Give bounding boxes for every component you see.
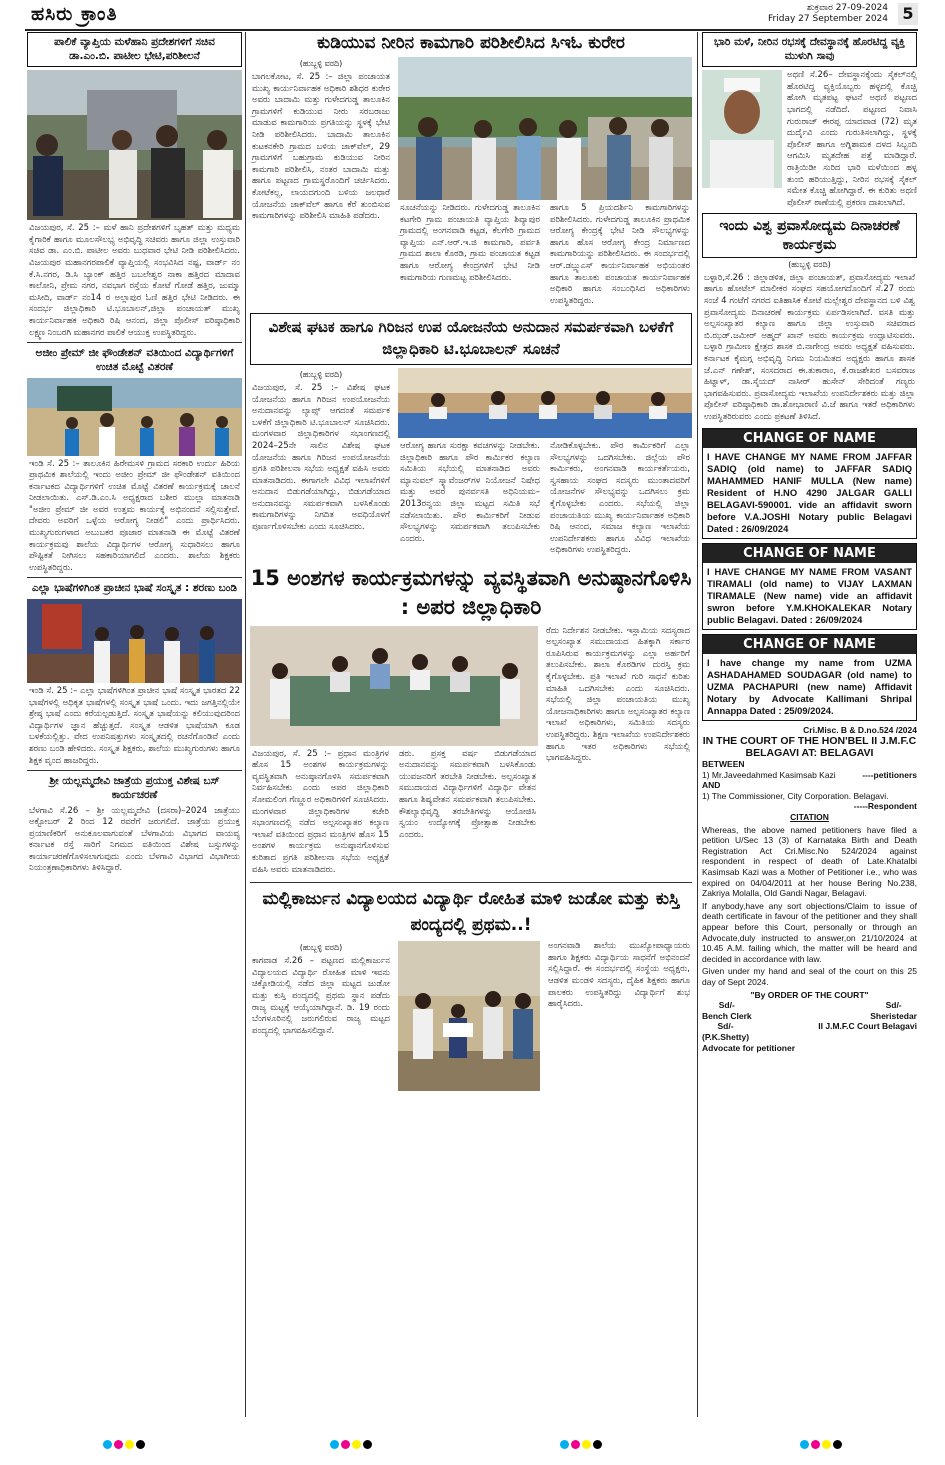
court-name: II J.M.F.C Court Belagavi [818, 1021, 917, 1032]
page-number: 5 [898, 3, 918, 25]
column-center [250, 32, 692, 1417]
sheristedar: Sheristedar [870, 1010, 917, 1021]
petitioner-name: 1) Mr.Javeedahmed Kasimsab Kazi [702, 769, 836, 780]
headline-15-point-programme: 15 ಅಂಶಗಳ ಕಾರ್ಯಕ್ರಮಗಳನ್ನು ವ್ಯವಸ್ಥಿತವಾಗಿ ಅನುಷ್ಠಾನಗೊಳಿಸಿ : ಅಪರ ಜಿಲ್ಲಾಧಿಕಾರಿ [250, 565, 692, 620]
article-yellamma-bus: ಬೆಳಗಾವಿ ಸೆ.26 – ಶ್ರೀ ಯಲ್ಲಮ್ಮದೇವಿ (ದಸರಾ)–2024 ಜಾತ್ರೆಯು ಅಕ್ಟೋಬರ್ 2 ರಿಂದ 12 ರವರೆಗೆ ಜರುಗಲಿದೆ. ಜಾತ್ರೆಯ ಪ್ರಯುಕ್ತ ಪ್ರಯಾಣಿಕರಿಗೆ ಅನುಕೂಲವಾಗುವಂತೆ ಬೆಳಗಾವಿಯ ವಿಭಾಗದ ವಾಯವ್ಯ ಕರ್ನಾಟಕ ರಸ್ತೆ ಸಾರಿಗೆ ನಿಗಮದ ವತಿಯಿಂದ ವಿಶೇಷ ಬಸ್ಸುಗಳನ್ನು ಕಾರ್ಯಾಚರಣೆಗೊಳಿಸಲಾಗುವುದು ಎಂದು ಬೆಳಗಾವಿ ವಿಭಾಗದ ವಿಭಾಗೀಯ ನಿಯಂತ್ರಣಾಧಿಕಾರಿಗಳು ತಿಳಿಸಿದ್ದಾರೆ. [29, 805, 240, 874]
story-special-component [250, 368, 692, 560]
court-between: BETWEEN [702, 759, 745, 770]
signatures-row-1 [702, 1000, 917, 1021]
headline-sanskrit-language: ಎಲ್ಲಾ ಭಾಷೆಗಳಿಗಿಂತ ಪ್ರಾಚೀನ ಭಾಷೆ ಸಂಸ್ಕೃತ : ಶರಣು ಬಂಡಿ [27, 577, 242, 596]
court-title: IN THE COURT OF THE HON'BEL II J.M.F.C BELAGAVI AT: BELAGAVI [702, 735, 917, 760]
article-rohit-mali-part2: ಅಂಗನವಾಡಿ ಶಾಲೆಯ ಮುಖ್ಯೋಪಾಧ್ಯಾಯರು ಹಾಗೂ ಶಿಕ್ಷಕರು ವಿದ್ಯಾರ್ಥಿಯ ಸಾಧನೆಗೆ ಅಭಿನಂದನೆ ಸಲ್ಲಿಸಿದ್ದಾರೆ. ಈ ಸಂದರ್ಭದಲ್ಲಿ ಸಂಸ್ಥೆಯ ಅಧ್ಯಕ್ಷರು, ಆಡಳಿತ ಮಂಡಳಿ ಸದಸ್ಯರು, ದೈಹಿಕ ಶಿಕ್ಷಕರು ಹಾಗೂ ಪಾಲಕರು ಉಪಸ್ಥಿತರಿದ್ದು ವಿದ್ಯಾರ್ಥಿಗೆ ಶುಭ ಹಾರೈಸಿದರು. [548, 941, 690, 1010]
article-man-drowned: ಅಥಣಿ ಸೆ.26– ದೇವಸ್ಥಾನಕ್ಕೆಂದು ಸೈಕಲ್‌ನಲ್ಲಿ ಹೊರಟಿದ್ದ ವ್ಯಕ್ತಿಯೊಬ್ಬರು ಹಳ್ಳದಲ್ಲಿ ಕೊಚ್ಚಿ ಹೋಗಿ ಮೃತಪಟ್ಟ ಘಟನೆ ಅಥಣಿ ಪಟ್ಟಣದ ಭಾಗದಲ್ಲಿ ನಡೆದಿದೆ. ಪಟ್ಟಣದ ನಿವಾಸಿ ಗುರುರಾಜ್ ಈರಪ್ಪ ಯಾದವಾಡ (72) ಮೃತ ದುರ್ದೈವಿ ಎಂದು ಗುರುತಿಸಲಾಗಿದ್ದು, ಸ್ಥಳಕ್ಕೆ ಪೊಲೀಸ್ ಹಾಗೂ ಅಗ್ನಿಶಾಮಕ ದಳದ ಸಿಬ್ಬಂದಿ ಆಗಮಿಸಿ ಮೃತದೇಹ ಪತ್ತೆ ಮಾಡಿದ್ದಾರೆ. ರಾತ್ರಿಯಿಡೀ ಸುರಿದ ಭಾರಿ ಮಳೆಯಿಂದ ಹಳ್ಳ ತುಂಬಿ ಹರಿಯುತ್ತಿದ್ದು, ನೀರಿನ ರಭಸಕ್ಕೆ ಸೈಕಲ್ ಸಮೇತ ಕೊಚ್ಚಿ ಹೋಗಿದ್ದಾರೆ. ಈ ಕುರಿತು ಅಥಣಿ ಪೊಲೀಸ್ ಠಾಣೆಯಲ್ಲಿ ಪ್ರಕರಣ ದಾಖಲಾಗಿದೆ. [787, 70, 917, 208]
headline-yellamma-bus: ಶ್ರೀ ಯಲ್ಲಮ್ಮದೇವಿ ಜಾತ್ರೆಯ ಪ್ರಯುಕ್ತ ವಿಶೇಷ ಬಸ್ ಕಾರ್ಯಚರಣೆ [27, 770, 242, 802]
byline: (ಹುಬ್ಬಳ್ಳಿ ವರದಿ) [299, 943, 343, 953]
photo-adc-meeting [250, 626, 538, 746]
court-order: "By ORDER OF THE COURT" [750, 989, 869, 1000]
article-15-point-part1: ವಿಜಯಪುರ, ಸೆ. 25 :– ಪ್ರಧಾನ ಮಂತ್ರಿಗಳ ಹೊಸ 15 ಅಂಶಗಳ ಕಾರ್ಯಕ್ರಮಗಳನ್ನು ವ್ಯವಸ್ಥಿತವಾಗಿ ಅನುಷ್ಠಾನಗೊಳಿಸಿ ಸಮರ್ಪಕವಾಗಿ ನಿರ್ವಹಿಸಬೇಕು ಎಂದು ಅಪರ ಜಿಲ್ಲಾಧಿಕಾರಿ ಸೋಮಲಿಂಗ ಗೆಣ್ಣೂರ ಅಧಿಕಾರಿಗಳಿಗೆ ಸೂಚಿಸಿದರು. ಮಂಗಳವಾರ ಜಿಲ್ಲಾಧಿಕಾರಿಗಳ ಕಚೇರಿ ಸಭಾಂಗಣದಲ್ಲಿ ನಡೆದ ಅಲ್ಪಸಂಖ್ಯಾತರ ಕಲ್ಯಾಣ ಇಲಾಖೆ ವತಿಯಿಂದ ಪ್ರಧಾನ ಮಂತ್ರಿಗಳ ಹೊಸ 15 ಅಂಶಗಳ ಕಾರ್ಯಕ್ರಮ ಅನುಷ್ಠಾನಗೊಳಿಸುವ ಕುರಿತಾದ ಪ್ರಗತಿ ಪರಿಶೀಲನಾ ಸಭೆಯ ಅಧ್ಯಕ್ಷತೆ ವಹಿಸಿ ಅವರು ಮಾತನಾಡಿದರು. [252, 748, 389, 875]
article-special-component-part3: ನೋಡಿಕೊಳ್ಳಬೇಕು. ಪೌರ ಕಾರ್ಮಿಕರಿಗೆ ಎಲ್ಲಾ ಸೌಲಭ್ಯಗಳನ್ನು ಒದಗಿಸಬೇಕು. ಜಿಲ್ಲೆಯ ಪೌರ ಕಾರ್ಮಿಕರು, ಅಂಗನವಾಡಿ ಕಾರ್ಯಕರ್ತೆಯರು, ಸ್ವಸಹಾಯ ಸಂಘದ ಸದಸ್ಯರು ಮುಂತಾದವರಿಗೆ ಯೋಜನೆಗಳ ಸೌಲಭ್ಯವನ್ನು ಒದಗಿಸಲು ಕ್ರಮ ಕೈಗೊಳ್ಳಬೇಕು ಎಂದರು. ಸಭೆಯಲ್ಲಿ ಜಿಲ್ಲಾ ಪಂಚಾಯತಿಯ ಮುಖ್ಯ ಕಾರ್ಯನಿರ್ವಾಹಕ ಅಧಿಕಾರಿ ರಿಷಿ ಆನಂದ, ಸಮಾಜ ಕಲ್ಯಾಣ ಇಲಾಖೆಯ ಉಪನಿರ್ದೇಶಕರು ಹಾಗೂ ವಿವಿಧ ಇಲಾಖೆಯ ಅಧಿಕಾರಿಗಳು ಉಪಸ್ಥಿತರಿದ್ದರು. [550, 440, 690, 556]
photo-dc-meeting [398, 368, 692, 438]
masthead-dates [768, 3, 888, 25]
change-of-name-notice-1 [702, 428, 917, 539]
notice-header: CHANGE OF NAME [703, 429, 916, 448]
citation-body-3: Given under my hand and seal of the court on this 25 day of Sept 2024. [702, 966, 917, 987]
byline: (ಹುಬ್ಬಳ್ಳಿ ವರದಿ) [299, 369, 343, 379]
column-rule [697, 32, 698, 1417]
registration-marks [103, 1440, 145, 1450]
column-left [27, 32, 242, 1417]
photo-minister-visit [27, 70, 242, 220]
masthead [25, 2, 918, 31]
photo-deceased [702, 70, 782, 188]
photo-sanskrit-event [27, 599, 242, 683]
column-right [702, 32, 917, 1417]
court-and: AND [702, 780, 721, 791]
story-15-point-programme [250, 626, 692, 880]
notice-body: I HAVE CHANGE MY NAME FROM JAFFAR SADIQ (old name) to JAFFAR SADIQ MAHAMMED HANIF MULLA (New name) Resident of H.NO 4290 JALGAR GALLI BELAGAVI-590001. vide an affidavit sworn before V.A.JOSHI Notary public Belagavi Dated : 26/09/2024 [707, 450, 912, 534]
article-special-component-part1: ವಿಜಯಪುರ, ಸೆ. 25 :– ವಿಶೇಷ ಘಟಕ ಯೋಜನೆಯ ಹಾಗೂ ಗಿರಿಜನ ಉಪಯೋಜನೆಯ ಅನುದಾನವನ್ನು ಲ್ಯಾಪ್ಸ್ ಆಗದಂತೆ ಸಮರ್ಪಕ ಬಳಕೆಗೆ ಜಿಲ್ಲಾಧಿಕಾರಿ ಟಿ.ಭೂಬಾಲನ್ ಸೂಚಿಸಿದರು. ಮಂಗಳವಾರ ಜಿಲ್ಲಾಧಿಕಾರಿಗಳ ಸಭಾಂಗಣದಲ್ಲಿ 2024–25ನೇ ಸಾಲಿನ ವಿಶೇಷ ಘಟಕ ಯೋಜನೆಯ ಹಾಗೂ ಗಿರಿಜನ ಉಪಯೋಜನೆಯ ಪ್ರಗತಿ ಪರಿಶೀಲನಾ ಸಭೆಯ ಅಧ್ಯಕ್ಷತೆ ವಹಿಸಿ ಅವರು ಮಾತನಾಡಿದರು. ಈಗಾಗಲೇ ವಿವಿಧ ಇಲಾಖೆಗಳಿಗೆ ಅನುದಾನ ಬಿಡುಗಡೆಯಾಗಿದ್ದು, ಬಿಡುಗಡೆಯಾದ ಅನುದಾನವನ್ನು ಸಮರ್ಪಕವಾಗಿ ಬಳಸಿಕೊಂಡು ಕಾಮಗಾರಿಗಳನ್ನು ನಿಗದಿತ ಅವಧಿಯೊಳಗೆ ಪೂರ್ಣಗೊಳಿಸಬೇಕು ಎಂದು ಸೂಚಿಸಿದರು. [252, 382, 390, 533]
headline-world-tourism-day: ಇಂದು ವಿಶ್ವ ಪ್ರವಾಸೋದ್ಯಮ ದಿನಾಚರಣೆ ಕಾರ್ಯಕ್ರಮ [702, 213, 917, 257]
article-ceo-kurera-part1: ಬಾಗಲಕೋಟ, ಸೆ. 25 :– ಜಿಲ್ಲಾ ಪಂಚಾಯತ ಮುಖ್ಯ ಕಾರ್ಯನಿರ್ವಾಹಕ ಅಧಿಕಾರಿ ಶಶಿಧರ ಕುರೇರ ಅವರು ಬಾದಾಮಿ ಮತ್ತು ಗುಳೇದಗುಡ್ಡ ತಾಲೂಕಿನ ಗ್ರಾಮಗಳಿಗೆ ಕುಡಿಯುವ ನೀರು ಸರಬರಾಜು ಮಾಡುವ ಕಾಮಗಾರಿಯ ಪ್ರಗತಿಯನ್ನು ಸ್ಥಳಕ್ಕೆ ಭೇಟಿ ನೀಡಿ ಪರಿಶೀಲಿಸಿದರು. ಬಾದಾಮಿ ತಾಲೂಕಿನ ಕುಟಕನಕೇರಿ ಗ್ರಾಮದ ಬಳಿಯ ಜಾಕ್‌ವೆಲ್, 29 ಗ್ರಾಮಗಳಿಗೆ ಬಹುಗ್ರಾಮ ಕುಡಿಯುವ ನೀರಿನ ಕಾಮಗಾರಿ ಪರಿಶೀಲಿಸಿ, ನಂತರ ಬಾದಾಮಿ ಮತ್ತು ಹಾಗೂ ಪಟ್ಟಣದ ಗ್ರಾಮಸ್ಥರೊಂದಿಗೆ ಚರ್ಚಿಸಿದರು. ಕೋಟೆಕಲ್ಲ, ಲಾಯದಗುಂದಿ ಬಳಿಯ ಜಲಧಾರೆ ಯೋಜನೆಯ ಜಾಕ್‌ವೆಲ್ ಹಾಗೂ ಕೆರೆ ತುಂಬಿಸುವ ಕಾಮಗಾರಿಗಳನ್ನು ಪರಿಶೀಲಿಸಿ ಮಾಹಿತಿ ಪಡೆದರು. [252, 72, 390, 222]
article-ceo-kurera-part3: ಹಾಗೂ 5 ಪ್ರಿಯದರ್ಶಿನಿ ಕಾಮಗಾರಿಗಳನ್ನು ಪರಿಶೀಲಿಸಿದರು. ಗುಳೇದಗುಡ್ಡ ತಾಲೂಕಿನ ಪ್ರಾಥಮಿಕ ಆರೋಗ್ಯ ಕೇಂದ್ರಕ್ಕೆ ಭೇಟಿ ನೀಡಿ ಸೌಲಭ್ಯಗಳನ್ನು ಹಾಗೂ ಹೊಸ ಆರೋಗ್ಯ ಕೇಂದ್ರ ನಿರ್ಮಾಣದ ಕಾಮಗಾರಿಯನ್ನು ಪರಿಶೀಲಿಸಿದರು. ಈ ಸಂದರ್ಭದಲ್ಲಿ ಆರ್.ಡಬ್ಲ್ಯುಎಸ್ ಕಾರ್ಯನಿರ್ವಾಹಕ ಅಭಿಯಂತರ ಹಾಗೂ ತಾಲೂಕು ಪಂಚಾಯತ ಕಾರ್ಯನಿರ್ವಾಹಕ ಅಧಿಕಾರಿ ಹಾಗೂ ಸಂಬಂಧಿಸಿದ ಅಧಿಕಾರಿಗಳು ಉಪಸ್ಥಿತರಿದ್ದರು. [550, 203, 690, 306]
citation-body-2: If anybody,have any sort objections/Claim to issue of death certificate in favour of the petitioner and they shall appear before this Court, personally or through an Advocate,duly instructed to answer,on 21/10/2024 at 10.45 A.M. failing which, the matter will be heard and decided in accordance with law. [702, 900, 917, 964]
signature-mark: Sd/- [885, 1000, 902, 1011]
registration-marks [800, 1440, 842, 1450]
article-rohit-mali-part1: ಕಾಗವಾಡ ಸೆ.26 – ಪಟ್ಟಣದ ಮಲ್ಲಿಕಾರ್ಜುನ ವಿದ್ಯಾಲಯದ ವಿದ್ಯಾರ್ಥಿ ರೋಹಿತ ಮಾಳಿ ಇವನು ಚಿಕ್ಕೋಡಿಯಲ್ಲಿ ನಡೆದ ಜಿಲ್ಲಾ ಮಟ್ಟದ ಜುಡೋ ಮತ್ತು ಕುಸ್ತಿ ಪಂದ್ಯದಲ್ಲಿ ಪ್ರಥಮ ಸ್ಥಾನ ಪಡೆದು ರಾಜ್ಯ ಮಟ್ಟಕ್ಕೆ ಆಯ್ಕೆಯಾಗಿದ್ದಾನೆ. ಡಿ. 19 ರಂದು ಬೆಂಗಳೂರಿನಲ್ಲಿ ಜರುಗಲಿರುವ ರಾಜ್ಯ ಮಟ್ಟದ ಪಂದ್ಯದಲ್ಲಿ ಭಾಗವಹಿಸಲಿದ್ದಾನೆ. [252, 956, 390, 1036]
photo-egg-distribution [27, 378, 242, 456]
headline-egg-distribution: ಅಜೀಂ ಪ್ರೇಮ್ ಜೀ ಫೌಂಡೇಶನ್ ವತಿಯಿಂದ ವಿದ್ಯಾರ್ಥಿಗಳಿಗೆ ಉಚಿತ ಮೊಟ್ಟೆ ವಿತರಣೆ [27, 342, 242, 374]
headline-special-component-grant: ವಿಶೇಷ ಘಟಕ ಹಾಗೂ ಗಿರಿಜನ ಉಪ ಯೋಜನೆಯ ಅನುದಾನ ಸಮರ್ಪಕವಾಗಿ ಬಳಕೆಗೆ ಜಿಲ್ಲಾಧಿಕಾರಿ ಟಿ.ಭೂಬಾಲನ್ ಸೂಚನೆ [250, 313, 692, 365]
article-sanskrit-language: ಇಂಡಿ ಸೆ. 25 :– ಎಲ್ಲಾ ಭಾಷೆಗಳಿಗಿಂತ ಪ್ರಾಚೀನ ಭಾಷೆ ಸಂಸ್ಕೃತ ಭಾರತದ 22 ಭಾಷೆಗಳಲ್ಲಿ ಅಧಿಕೃತ ಭಾಷೆಗಳಲ್ಲಿ ಸಂಸ್ಕೃತ ಭಾಷೆ ಒಂದು. ಇದು ಜಗತ್ತಿನಲ್ಲಿಯೇ ಶ್ರೇಷ್ಠ ಭಾಷೆ ಎಂದು ಕರೆಯಲ್ಪಡುತ್ತಿದೆ. ಸಂಸ್ಕೃತ ಭಾಷೆಯನ್ನು ಕಲಿಯುವುದರಿಂದ ವಿದ್ಯಾರ್ಥಿಗಳ ಜ್ಞಾನ ಹೆಚ್ಚುತ್ತದೆ. ಸಂಸ್ಕೃತ ಆಡಳಿತ ಭಾಷೆಯಾಗಿ ಕೂಡ ಬಳಕೆಯಲ್ಲಿತ್ತು. ವೇದ ಉಪನಿಷತ್ತುಗಳು ಸಂಸ್ಕೃತದಲ್ಲಿ ರಚನೆಗೊಂಡಿವೆ ಎಂದು ಶರಣು ಬಂಡಿ ಹೇಳಿದರು. ಸಂಸ್ಕೃತ ಶಿಕ್ಷಕರು, ಶಾಲೆಯ ಮುಖ್ಯಗುರುಗಳು ಹಾಗೂ ಶಿಕ್ಷಕ ವೃಂದ ಹಾಜರಿದ್ದರು. [29, 686, 240, 766]
notice-header: CHANGE OF NAME [703, 635, 916, 654]
respondent-role: -----Respondent [853, 801, 917, 812]
article-egg-distribution: ಇಂಡಿ ಸೆ. 25 :– ತಾಲೂಕಿನ ಹಿರೇಮಸಳಿ ಗ್ರಾಮದ ಸರಕಾರಿ ಉರ್ದು ಹಿರಿಯ ಪ್ರಾಥಮಿಕ ಶಾಲೆಯಲ್ಲಿ ಇಂದು ಅಜೀಂ ಪ್ರೇಮ್ ಜೀ ಫೌಂಡೇಶನ್ ವತಿಯಿಂದ ಕರ್ನಾಟಕದ ವಿದ್ಯಾರ್ಥಿಗಳಿಗೆ ಉಚಿತ ಮೊಟ್ಟೆ ವಿತರಣೆ ಕಾರ್ಯಕ್ರಮಕ್ಕೆ ಚಾಲನೆ ನೀಡಲಾಯಿತು. ಎಸ್.ಡಿ.ಎಂ.ಸಿ ಅಧ್ಯಕ್ಷರಾದ ಬಶೀರ ಮುಲ್ಲಾ ಮಾತನಾಡಿ "ಅಜೀಂ ಪ್ರೇಮ್ ಜೀ ಅವರ ಉತ್ತಮ ಕಾರ್ಯಕ್ಕೆ ಅಭಿನಂದನೆ ಸಲ್ಲಿಸುತ್ತೇವೆ. ದೇವರು ಅವರಿಗೆ ಒಳ್ಳೆಯ ಆರೋಗ್ಯ ನೀಡಲಿ" ಎಂದು ಪ್ರಾರ್ಥಿಸಿದರು. ಮುಖ್ಯಗುರುಗಳಾದ ಅಬುಬಕರ ಪೂಜಾರ ಮಾತನಾಡಿ ಈ ಮೊಟ್ಟೆ ವಿತರಣೆ ಕಾರ್ಯಕ್ರಮವು ಶಾಲೆಯ ವಿದ್ಯಾರ್ಥಿಗಳ ಆರೋಗ್ಯ ಸುಧಾರಿಸಲು ಹಾಗೂ ಪೌಷ್ಟಿಕತೆ ನೀಗಿಸಲು ಸಹಕಾರಿಯಾಗಲಿದೆ ಎಂದರು. ಶಾಲೆಯ ಶಿಕ್ಷಕರು ಉಪಸ್ಥಿತರಿದ್ದರು. [29, 458, 240, 573]
change-of-name-notice-3 [702, 634, 917, 721]
photo-ceo-inspection [398, 57, 692, 200]
story-ceo-kurera [250, 57, 692, 310]
column-rule [245, 32, 246, 1417]
article-ceo-kurera-part2: ಸೂಚನೆಯನ್ನು ನೀಡಿದರು. ಗುಳೇದಗುಡ್ಡ ತಾಲೂಕಿನ ಕಟಗೇರಿ ಗ್ರಾಮ ಪಂಚಾಯತಿ ವ್ಯಾಪ್ತಿಯ ಶಿವ್ಯಾಪುರ ಗ್ರಾಮದಲ್ಲಿ ಅಂಗನವಾಡಿ ಕಟ್ಟಡ, ಕೆಲಗೇರಿ ಗ್ರಾಮದ ವ್ಯಾಪ್ತಿಯ ಎನ್.ಆರ್.ಇ.ಜಿ ಕಾಮಗಾರಿ, ಪರ್ವತಿ ಗ್ರಾಮದ ಶಾಲಾ ಕೊಠಡಿ, ಗ್ರಾಮ ಪಂಚಾಯತ ಕಟ್ಟಡ ಹಾಗೂ ಆರೋಗ್ಯ ಕೇಂದ್ರಗಳಿಗೆ ಭೇಟಿ ನೀಡಿ ಕಾಮಗಾರಿಯ ಗುಣಮಟ್ಟ ಪರಿಶೀಲಿಸಿದರು. [400, 203, 540, 283]
signature-mark: Sd/- [718, 1000, 735, 1011]
registration-marks [560, 1440, 602, 1450]
registration-marks [330, 1440, 372, 1450]
bench-clerk: Bench Clerk [702, 1010, 752, 1021]
article-15-point-part2: ಡರು. ಪ್ರಸಕ್ತ ವರ್ಷ ಬಿಡುಗಡೆಯಾದ ಅನುದಾನವನ್ನು ಸಮರ್ಪಕವಾಗಿ ಬಳಸಿಕೊಂಡು ಯುವಜನರಿಗೆ ತರಬೇತಿ ನೀಡಬೇಕು. ಅಲ್ಪಸಂಖ್ಯಾತ ಸಮುದಾಯದ ವಿದ್ಯಾರ್ಥಿಗಳಿಗೆ ವಿದ್ಯಾರ್ಥಿ ವೇತನ ಹಾಗೂ ಶಿಷ್ಯವೇತನ ಸಮರ್ಪಕವಾಗಿ ತಲುಪಿಸಬೇಕು. ಕೌಶಲ್ಯಾಭಿವೃದ್ಧಿ ತರಬೇತಿಗಳನ್ನು ಆಯೋಜಿಸಿ ಸ್ವಯಂ ಉದ್ಯೋಗಕ್ಕೆ ಪ್ರೋತ್ಸಾಹ ನೀಡಬೇಕು ಎಂದರು. [399, 748, 536, 840]
signature-mark: Sd/- [717, 1021, 734, 1032]
court-citation-notice [702, 725, 917, 1054]
change-of-name-notice-2 [702, 543, 917, 630]
notice-header: CHANGE OF NAME [703, 544, 916, 563]
newspaper-name: ಹಸಿರು ಕ್ರಾಂತಿ [31, 3, 118, 25]
notice-body: I HAVE CHANGE MY NAME FROM VASANT TIRAMALI (old name) to VIJAY LAXMAN TIRAMALE (New name) vide an affidavit swron before Y.M.KHOKALEKAR Notary public Belagavi. Dated : 26/09/2024 [707, 565, 912, 625]
petitioner-role: ----petitioners [862, 769, 917, 780]
advocate-for-petitioner: Advocate for petitioner [702, 1042, 796, 1053]
byline: (ಹುಬ್ಬಳ್ಳಿ ವರದಿ) [299, 59, 343, 69]
photo-rohit-mali [398, 941, 540, 1091]
article-special-component-part2: ಆರೋಗ್ಯ ಹಾಗೂ ಸುರಕ್ಷಾ ಕವಚಗಳನ್ನು ನೀಡಬೇಕು. ಜಿಲ್ಲಾಧಿಕಾರಿ ಹಾಗೂ ಪೌರ ಕಾರ್ಮಿಕರ ಕಲ್ಯಾಣ ಸಮಿತಿಯ ಸಭೆಯಲ್ಲಿ ಮಾತನಾಡಿದ ಅವರು ಮ್ಯಾನುವಲ್ ಸ್ಕ್ಯಾವೆಂಜರ್‌ಗಳ ನಿಯೋಜನೆ ನಿಷೇಧ ಮತ್ತು ಅವರ ಪುನರ್ವಸತಿ ಅಧಿನಿಯಮ–2013ರನ್ವಯ ಜಿಲ್ಲಾ ಮಟ್ಟದ ಸಮಿತಿ ಸಭೆ ನಡೆಸಲಾಯಿತು. ಪೌರ ಕಾರ್ಮಿಕರಿಗೆ ನೀಡುವ ಸೌಲಭ್ಯಗಳನ್ನು ಸಮರ್ಪಕವಾಗಿ ತಲುಪಿಸಬೇಕು ಎಂದರು. [400, 440, 540, 544]
signatures-row-2 [702, 1021, 917, 1042]
citation-body-1: Whereas, the above named petitioners have filed a petition U/Sec 13 (3) of Karnataka Birth and Death Registration Act Cri.Misc.No 524/2024 against respondent in respect of death of Late.Khatalbi Kasimsab Kazi was a Mother of Petitioner i.e., who was expired on 04/04/2011 at her house Bering No.238, Zakriya Molalla, Old Gandi Nagar, Belagavi. [702, 824, 917, 899]
byline: (ಹುಬ್ಬಳ್ಳಿ ವರದಿ) [788, 259, 831, 269]
citation-heading: CITATION [790, 812, 829, 823]
article-mb-patil-visit: ವಿಜಯಪುರ, ಸೆ. 25 :– ಮಳೆ ಹಾನಿ ಪ್ರದೇಶಗಳಿಗೆ ಬೃಹತ್ ಮತ್ತು ಮಧ್ಯಮ ಕೈಗಾರಿಕೆ ಹಾಗೂ ಮೂಲಸೌಲಭ್ಯ ಅಭಿವೃದ್ಧಿ ಸಚಿವರು ಹಾಗೂ ಜಿಲ್ಲಾ ಉಸ್ತುವಾರಿ ಸಚಿವ ಡಾ. ಎಂ.ಬಿ. ಪಾಟೀಲ ಅವರು ಬುಧವಾರ ಭೇಟಿ ನೀಡಿ ಪರಿಶೀಲಿಸಿದರು. ವಿಜಯಪುರ ಮಹಾನಗರಪಾಲಿಕೆ ವ್ಯಾಪ್ತಿಯಲ್ಲಿ ಸಂಭವಿಸಿದ ನಷ್ಟ, ವಾರ್ಡ್ ನಂ ಕೆ.ಸಿ.ನಗರ, ಡಿ.ಸಿ ಬ್ಯಾಂಕ್ ಹತ್ತಿರ ಬಬಲೇಶ್ವರ ನಾಕಾ ಹತ್ತಿರದ ಮಾದಾವ ಕಾಲೋನಿ, ಪ್ರೇಮ ನಗರ, ನವಭಾಗ ರಸ್ತೆಯ ಕೋಟೆ ಗೋಡೆ ಹತ್ತಿರ, ಜುಮ್ಮಾ ಮಸೀದಿ, ವಾರ್ಡ್ ನಂ14 ರ ಅಲ್ಲಾಪುರ ಓಣಿ ಹತ್ತಿರ ಭೇಟಿ ನೀಡಿದರು. ಈ ಸಂದರ್ಭ ಜಿಲ್ಲಾಧಿಕಾರಿ ಟಿ.ಭೂಬಾಲನ್,ಜಿಲ್ಲಾ ಪಂಚಾಯತ್ ಮುಖ್ಯ ಕಾರ್ಯನಿರ್ವಾಹಕ ಅಧಿಕಾರಿ ರಿಷಿ ಆನಂದ, ಜಿಲ್ಲಾ ಪೊಲೀಸ್ ವರಿಷ್ಠಾಧಿಕಾರಿ ಲಕ್ಷ್ಮಣ ನಿಂಬರಗಿ ಮಹಾನಗರ ಪಾಲಿಕೆ ಆಯುಕ್ತ ಉಪಸ್ಥಿತರಿದ್ದರು. [29, 223, 240, 338]
notice-body: I have change my name from UZMA ASHADAHAMED SOUDAGAR (old name) to UZMA PACHAPURI (new name) Affidavit Notary by Advocate Kallimani Shripal Annappa Dated : 25/09/2024. [707, 656, 912, 716]
headline-rohit-mali-judo: ಮಲ್ಲಿಕಾರ್ಜುನ ವಿದ್ಯಾಲಯದ ವಿದ್ಯಾರ್ಥಿ ರೋಹಿತ ಮಾಳಿ ಜುಡೋ ಮತ್ತು ಕುಸ್ತಿ ಪಂದ್ಯದಲ್ಲಿ ಪ್ರಥಮ..! [250, 882, 692, 938]
respondent-name: 1) The Commissioner, City Corporation. Belagavi. [702, 790, 889, 801]
advocate-name: (P.K.Shetty) [702, 1031, 750, 1042]
article-15-point-part3: ರೆದು ನಿರ್ದೇಶನ ನೀಡಬೇಕು. ಇಸ್ಲಾಮಿಯ ಸದಸ್ಯರಾದ ಅಲ್ಪಸಂಖ್ಯಾತ ಸಮುದಾಯದ ಹಿತಕ್ಕಾಗಿ ಸರ್ಕಾರ ರೂಪಿಸಿರುವ ಕಾರ್ಯಕ್ರಮಗಳನ್ನು ಎಲ್ಲಾ ಅರ್ಹರಿಗೆ ತಲುಪಿಸಬೇಕು. ಶಾಲಾ ಕೊಠಡಿಗಳ ದುರಸ್ತಿ ಕ್ರಮ ಕೈಗೊಳ್ಳಬೇಕು. ಪ್ರತಿ ಇಲಾಖೆ ಗುರಿ ಸಾಧನೆ ಕುರಿತು ಮಾಹಿತಿ ಒದಗಿಸಬೇಕು ಎಂದು ಸೂಚಿಸಿದರು. ಸಭೆಯಲ್ಲಿ ಜಿಲ್ಲಾ ಪಂಚಾಯತಿಯ ಮುಖ್ಯ ಯೋಜನಾಧಿಕಾರಿಗಳು ಹಾಗೂ ಅಲ್ಪಸಂಖ್ಯಾತರ ಕಲ್ಯಾಣ ಇಲಾಖೆ ಅಧಿಕಾರಿಗಳು, ಸಮಿತಿಯ ಸದಸ್ಯರು ಉಪಸ್ಥಿತರಿದ್ದರು. ಶಿಕ್ಷಣ ಇಲಾಖೆಯ ಉಪನಿರ್ದೇಶಕರು ಹಾಗೂ ಇತರ ಅಧಿಕಾರಿಗಳು ಸಭೆಯಲ್ಲಿ ಭಾಗವಹಿಸಿದ್ದರು. [546, 625, 690, 764]
date-english: Friday 27 September 2024 [768, 14, 888, 24]
article-world-tourism-day: ಬಳ್ಳಾರಿ,ಸೆ.26 : ಜಿಲ್ಲಾಡಳಿತ, ಜಿಲ್ಲಾ ಪಂಚಾಯತ್, ಪ್ರವಾಸೋದ್ಯಮ ಇಲಾಖೆ ಹಾಗೂ ಹೋಟೆಲ್ ಮಾಲೀಕರ ಸಂಘದ ಸಹಯೋಗದೊಂದಿಗೆ ಸೆ.27 ರಂದು ಸಂಜೆ 4 ಗಂಟೆಗೆ ನಗರದ ಐತಿಹಾಸಿಕ ಕೋಟೆ ಮಲ್ಲೇಶ್ವರ ದೇವಸ್ಥಾನದ ಬಳಿ ವಿಶ್ವ ಪ್ರವಾಸೋದ್ಯಮ ದಿನಾಚರಣೆ ಕಾರ್ಯಕ್ರಮ ಏರ್ಪಡಿಸಲಾಗಿದೆ. ವಸತಿ ಮತ್ತು ಅಲ್ಪಸಂಖ್ಯಾತರ ಕಲ್ಯಾಣ ಹಾಗೂ ಜಿಲ್ಲಾ ಉಸ್ತುವಾರಿ ಸಚಿವರಾದ ಬಿ.ಝಡ್.ಜಮೀರ್ ಅಹ್ಮದ್ ಖಾನ್ ಅವರು ಕಾರ್ಯಕ್ರಮ ಉದ್ಘಾಟಿಸುವರು. ಬಳ್ಳಾರಿ ಗ್ರಾಮೀಣ ಕ್ಷೇತ್ರದ ಶಾಸಕ ಬಿ.ನಾಗೇಂದ್ರ ಅವರು ಅಧ್ಯಕ್ಷತೆ ವಹಿಸುವರು. ಕರ್ನಾಟಕ ಕೈಮಗ್ಗ ಅಭಿವೃದ್ಧಿ ನಿಗಮ ನಿಯಮಿತದ ಅಧ್ಯಕ್ಷರು ಹಾಗೂ ಶಾಸಕ ಜೆ.ಎನ್ ಗಣೇಶ್, ಸಂಸದರಾದ ಈ.ತುಕಾರಾಂ, ಕೆ.ರಾಜಶೇಖರ ಬಸವರಾಜ ಹಿಟ್ನಾಳ್, ಡಾ.ಸೈಯದ್ ನಾಸೀರ್ ಹುಸೇನ್ ಸೇರಿದಂತೆ ಗಣ್ಯರು ಭಾಗವಹಿಸುವರು. ಪ್ರವಾಸೋದ್ಯಮ ಇಲಾಖೆಯ ಉಪನಿರ್ದೇಶಕರು ಮತ್ತು ಜಿಲ್ಲಾ ಪೊಲೀಸ್ ವರಿಷ್ಠಾಧಿಕಾರಿ ಡಾ.ಶೋಭಾರಾಣಿ ವಿ.ಜೆ ಹಾಗೂ ಇತರೆ ಅಧಿಕಾರಿಗಳು ಉಪಸ್ಥಿತರಿರುವರು ಎಂದು ಪ್ರಕಟಣೆ ತಿಳಿಸಿದೆ. [704, 272, 915, 422]
headline-man-drowned: ಭಾರಿ ಮಳೆ, ನೀರಿನ ರಭಸಕ್ಕೆ ದೇವಸ್ಥಾನಕ್ಕೆ ಹೊರಟಿದ್ದ ವ್ಯಕ್ತಿ ಮುಳುಗಿ ಸಾವು [702, 32, 917, 67]
story-rohit-mali [250, 941, 692, 1091]
headline-mb-patil-visit: ಪಾಲಿಕೆ ವ್ಯಾಪ್ತಿಯ ಮಳೆಹಾನಿ ಪ್ರದೇಶಗಳಿಗೆ ಸಚಿವ ಡಾ.ಎಂ.ಬಿ. ಪಾಟೀಲ ಭೇಟಿ,ಪರಿಶೀಲನೆ [27, 32, 242, 67]
case-number: Cri.Misc. B & D.no.524 /2024 [803, 724, 917, 735]
headline-ceo-kurera: ಕುಡಿಯುವ ನೀರಿನ ಕಾಮಗಾರಿ ಪರಿಶೀಲಿಸಿದ ಸಿಇಓ ಕುರೇರ [317, 33, 625, 53]
date-kannada: ಶುಕ್ರವಾರ 27-09-2024 [806, 3, 888, 13]
